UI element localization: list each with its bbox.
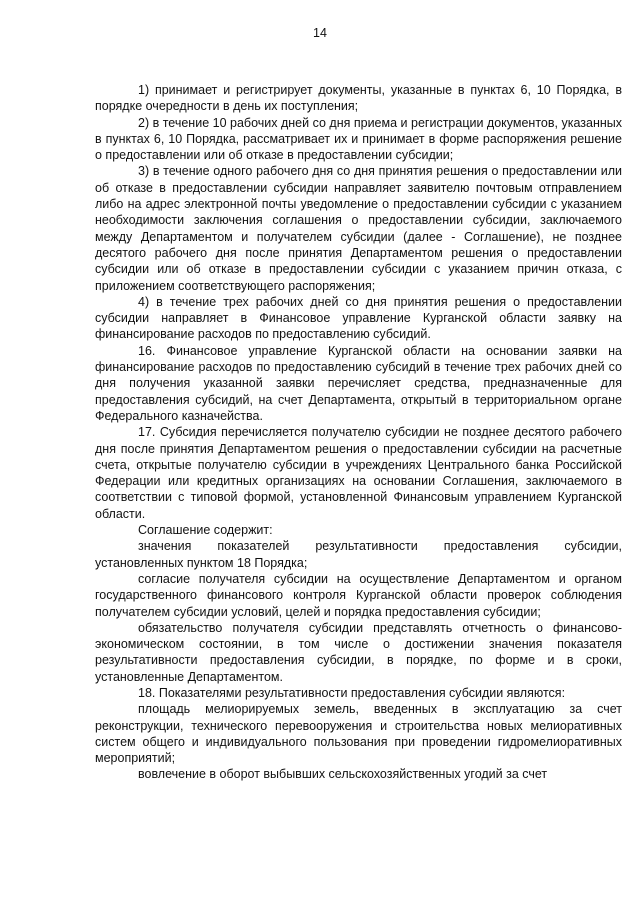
paragraph-item-4: 4) в течение трех рабочих дней со дня принятия решения о предоставлении субсидии направляет в Финансовое управление Курганской области заявку на финансирование расходов по предоставлению субсидий. — [95, 294, 622, 342]
paragraph-17: 17. Субсидия перечисляется получателю субсидии не позднее десятого рабочего дня после принятия Департаментом решения о предоставлении субсидии на расчетные счета, открытые получателю субсидии в учреждениях Центрального банка Российской Федерации или кредитных организациях на основании Соглашения, заключаемого в соответствии с типовой формой, установленной Финансовым управлением Курганской области. — [95, 425, 622, 521]
document-body — [95, 82, 622, 783]
paragraph-18: 18. Показателями результативности предоставления субсидии являются: — [138, 685, 566, 700]
agreement-contents-heading: Соглашение содержит: — [138, 523, 273, 538]
paragraph-16: 16. Финансовое управление Курганской области на основании заявки на финансирование расходов по предоставлению субсидий в течение трех рабочих дней со дня получения указанной заявки перечисляет средства, предназначенные для предоставления субсидий, на счет Департамента, открытый в территориальном органе Федерального казначейства. — [95, 343, 622, 423]
page-number: 14 — [313, 26, 327, 40]
paragraph-item-2: 2) в течение 10 рабочих дней со дня приема и регистрации документов, указанных в пунктах 6, 10 Порядка, рассматривает их и принимает в форме распоряжения решение о предоставлении или об отказе в предоставлении субсидии; — [95, 115, 622, 163]
agreement-item-indicators: значения показателей результативности предоставления субсидии, установленных пунктом 18 Порядка; — [95, 539, 622, 570]
paragraph-item-1: 1) принимает и регистрирует документы, указанные в пунктах 6, 10 Порядка, в порядке очередности в день их поступления; — [95, 83, 622, 114]
agreement-item-consent: согласие получателя субсидии на осуществление Департаментом и органом государственного финансового контроля Курганской области проверок соблюдения получателем субсидии условий, целей и порядка предоставления субсидии; — [95, 571, 622, 619]
indicator-item-land-return: вовлечение в оборот выбывших сельскохозяйственных угодий за счет — [138, 767, 548, 782]
paragraph-item-3: 3) в течение одного рабочего дня со дня принятия решения о предоставлении или об отказе в предоставлении субсидии направляет заявителю почтовым отправлением либо на адрес электронной почты уведомление о предоставлении субсидии с указанием необходимости заключения соглашения о предоставлении субсидии, заключаемого между Департаментом и получателем субсидии (далее - Соглашение), не позднее десятого рабочего дня после принятия Департаментом решения о предоставлении субсидии или об отказе в предоставлении субсидии с указанием причин отказа, с приложением соответствующего распоряжения; — [95, 164, 622, 293]
indicator-item-land-area: площадь мелиорируемых земель, введенных в эксплуатацию за счет реконструкции, технического перевооружения и строительства новых мелиоративных систем общего и индивидуального пользования при проведении гидромелиоративных мероприятий; — [95, 702, 622, 766]
agreement-item-reporting: обязательство получателя субсидии представлять отчетность о финансово-экономическом состоянии, в том числе о достижении значения показателя результативности предоставления субсидии, в порядке, по форме и в сроки, установленные Департаментом. — [95, 620, 622, 684]
